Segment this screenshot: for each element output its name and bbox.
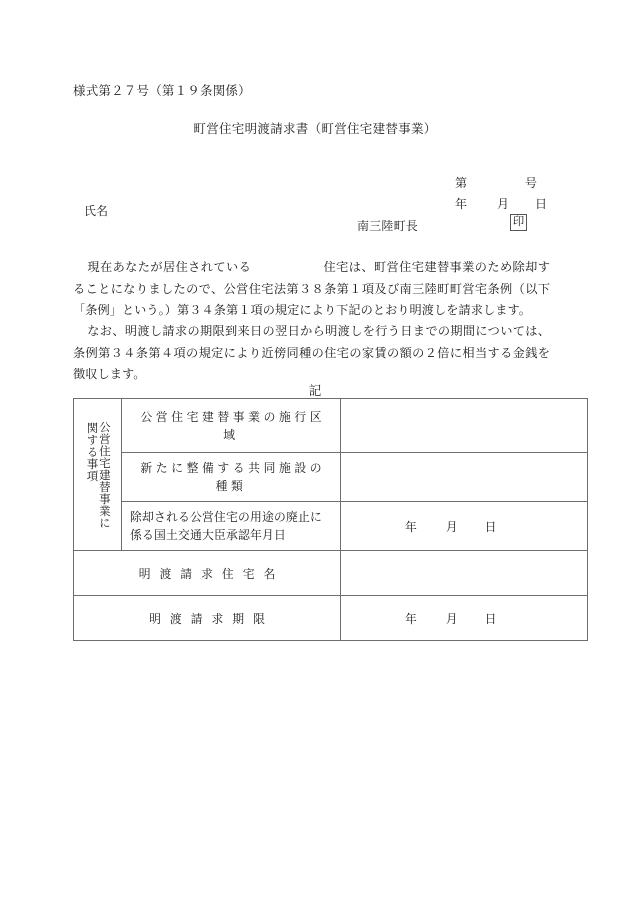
recipient-name-label: 氏名 bbox=[84, 204, 109, 218]
table-row bbox=[74, 399, 588, 453]
paragraph-2-text: なお、明渡し請求の期限到来日の翌日から明渡しを行う日までの期間については、条例第３４条第４項の規定により近傍同種の住宅の家賃の額の２倍に相当する金銭を徴収します。 bbox=[73, 324, 550, 381]
value-cell-大臣承認年月日[interactable] bbox=[341, 502, 588, 551]
table-row bbox=[74, 551, 588, 596]
paragraph-1-rest: 住宅は、町営住宅建替事業のため除却することになりましたので、公営住宅法第３８条第１項及び南三陸町町営宅条例（以下「条例」という。）第３４条第１項の規定により下記のとおり明渡しを請求します。 bbox=[73, 260, 551, 317]
group-label-cell bbox=[74, 399, 122, 551]
group-label-main: 公営住宅建替事業に bbox=[97, 420, 110, 529]
table-month-label: 月 bbox=[445, 611, 458, 626]
table-row bbox=[74, 502, 588, 551]
form-number: 様式第２７号（第１９条関係） bbox=[73, 84, 251, 98]
value-cell-明渡請求住宅名[interactable] bbox=[341, 551, 588, 596]
ki-marker: 記 bbox=[308, 384, 322, 398]
value-cell-共同施設種類[interactable] bbox=[341, 453, 588, 502]
table-day-label: 日 bbox=[484, 611, 497, 626]
table-day-label: 日 bbox=[484, 519, 497, 534]
paragraph-1-lead: 現在あなたが居住されている bbox=[87, 260, 252, 274]
number-label: 第 bbox=[455, 176, 468, 190]
item-label-明渡請求期限: 明渡請求期限 bbox=[74, 596, 341, 641]
table-year-label: 年 bbox=[405, 519, 417, 534]
table-month-label: 月 bbox=[445, 519, 458, 534]
table-row bbox=[74, 453, 588, 502]
year-label: 年 bbox=[455, 197, 468, 211]
value-cell-施行区域[interactable] bbox=[341, 399, 588, 453]
item-label-共同施設種類: 新たに整備する共同施設の種類 bbox=[122, 453, 341, 502]
item-label-明渡請求住宅名: 明渡請求住宅名 bbox=[74, 551, 341, 596]
item-label-施行区域: 公営住宅建替事業の施行区域 bbox=[122, 399, 341, 453]
number-unit: 号 bbox=[525, 176, 538, 190]
table-row bbox=[74, 596, 588, 641]
month-label: 月 bbox=[497, 197, 510, 211]
table-year-label: 年 bbox=[405, 611, 417, 626]
document-title: 町営住宅明渡請求書（町営住宅建替事業） bbox=[193, 122, 437, 136]
body-paragraph-1 bbox=[73, 257, 550, 322]
issue-date-line bbox=[443, 180, 547, 227]
issuer-title: 南三陸町長 bbox=[357, 219, 419, 233]
form-table bbox=[73, 398, 588, 641]
day-label: 日 bbox=[535, 197, 548, 211]
value-cell-明渡請求期限[interactable] bbox=[341, 596, 588, 641]
item-label-大臣承認年月日: 除却される公営住宅の用途の廃止に係る国土交通大臣承認年月日 bbox=[122, 502, 341, 551]
body-paragraph-2 bbox=[73, 321, 550, 386]
seal-stamp-box: 印 bbox=[510, 214, 527, 231]
group-label-sub: 関する事項 bbox=[85, 421, 98, 482]
